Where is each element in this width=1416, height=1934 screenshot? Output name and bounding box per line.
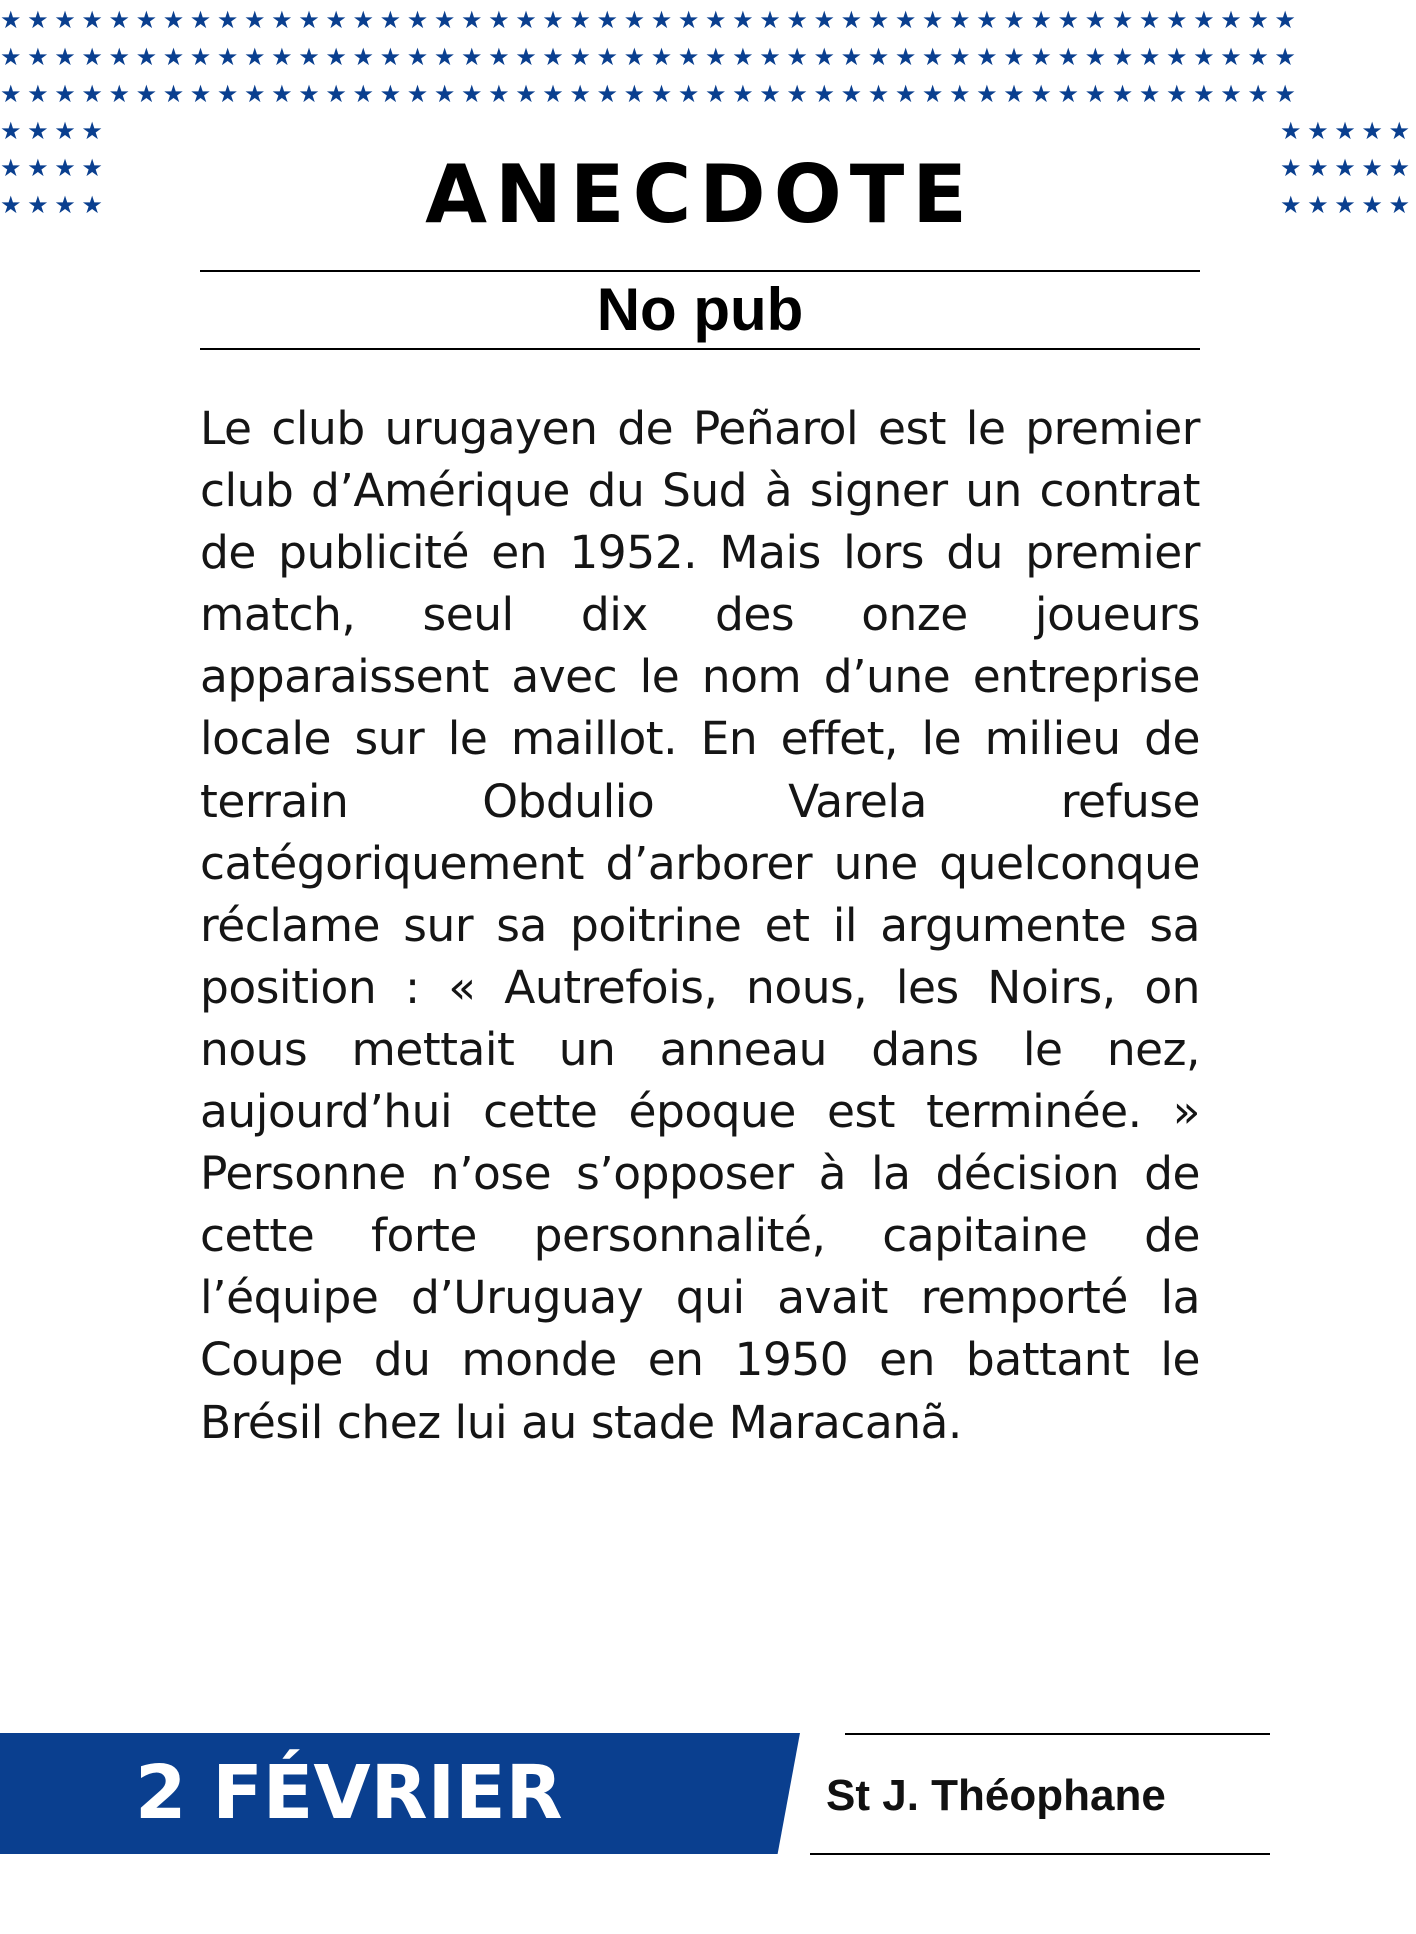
saint-rule-top [845, 1733, 1270, 1735]
saint-rule-bottom [810, 1853, 1270, 1855]
star-border-right: ★★★★★ ★★★★★ ★★★★★ [1280, 117, 1416, 219]
star-border-left: ★★★★ ★★★★ ★★★★ [0, 117, 109, 219]
page-title: ANECDOTE [425, 148, 975, 241]
subtitle: No pub [596, 276, 804, 343]
star-border-top: ★★★★★★★★★★★★★★★★★★★★★★★★★★★★★★★★★★★★★★★★★★★★★★★★ ★★★★★★★★★★★★★★★★★★★★★★★★★★★★★★★★★★★★★★★★★★★★★★★★ ★★★★★★★★★★★★★★★★★★★★★★★★★★★★★★★★★★★★★★★★★★★★★★★★ [0, 6, 1302, 108]
subtitle-rule-bottom [200, 348, 1200, 350]
date-label: 2 FÉVRIER [135, 1750, 563, 1836]
saint-of-day: St J. Théophane [826, 1771, 1166, 1820]
anecdote-body: Le club urugayen de Peñarol est le premier club d’Amérique du Sud à signer un contrat de publicité en 1952. Mais lors du premier match, seul dix des onze joueurs apparaissent avec le nom d’une entreprise locale sur le maillot. En effet, le milieu de terrain Obdulio Varela refuse catégoriquement d’arborer une quelconque réclame sur sa poitrine et il argumente sa position : « Autrefois, nous, les Noirs, on nous mettait un anneau dans le nez, aujourd’hui cette époque est terminée. » Personne n’ose s’opposer à la décision de cette forte personnalité, capitaine de l’équipe d’Uruguay qui avait remporté la Coupe du monde en 1950 en battant le Brésil chez lui au stade Maracanã. [200, 402, 1200, 1449]
